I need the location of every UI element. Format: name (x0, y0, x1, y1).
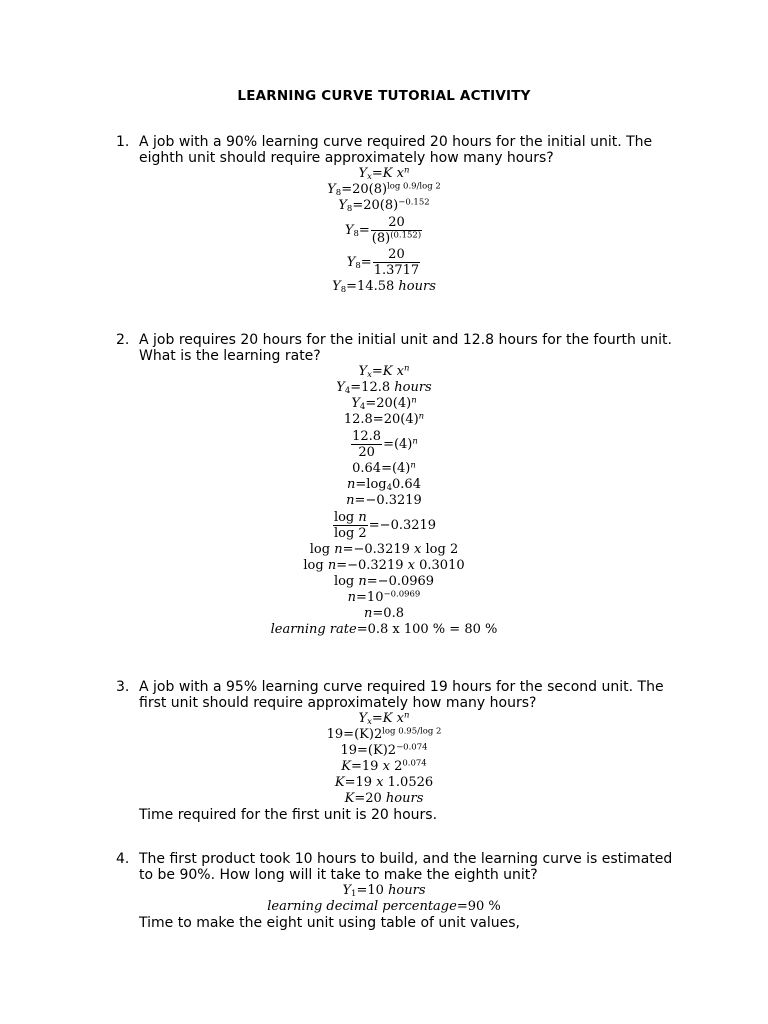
equation-line: K=20 hours (344, 791, 424, 806)
equation-line: $Y_x=K$ $x^n$ (358, 165, 410, 183)
equation-line: n=−0.3219 (346, 493, 422, 508)
equation-line: $Y_x=K$ $x^n$ (358, 710, 410, 728)
problem-question: A job with a 95% learning curve required 19 hours for the second unit. The first unit should require approximately how many hours? (139, 679, 664, 711)
problem-2 (116, 332, 676, 638)
equation-line: $Y_4=12.8$ hours (336, 380, 432, 397)
problem-1 (116, 134, 676, 295)
equation-line: $Y_x=K$ $x^n$ (358, 363, 410, 381)
equation-line: K=19 x 1.0526 (334, 775, 434, 790)
fraction: $\frac{20}{(8)^{(0.152)}}$ (371, 215, 422, 246)
equation-line: log n=−0.3219 x log 2 (309, 542, 459, 557)
equation-line: K=19 x $2^{0.074}$ (341, 758, 427, 774)
page-title: LEARNING CURVE TUTORIAL ACTIVITY (237, 88, 531, 104)
equation-line: $Y_8=$ $\frac{20}{1.3717}$ (346, 247, 420, 278)
equation-block (0, 711, 768, 807)
equation-line: log n=−0.0969 (333, 574, 435, 589)
equation-line: $Y_4=20(4)^n$ (351, 395, 417, 413)
equation-line: $Y_1=10$ hours (342, 883, 426, 900)
equation-line: $Y_8=$ $\frac{20}{(8)^{(0.152)}}$ (344, 215, 422, 246)
equation-line: $0.64=(4)^n$ (352, 460, 416, 476)
fraction: $\frac{12.8}{20}$ (352, 429, 382, 460)
equation-line: n=0.8 (364, 606, 404, 621)
equation-line: $12.8=20(4)^n$ (343, 411, 425, 427)
equation-line: $n=\log_40.64$ (347, 477, 421, 494)
equation-line: $Y_8=20(8)^{log 0.9/log 2}$ (327, 181, 441, 199)
equation-line: $Y_8=20(8)^{-0.152}$ (338, 197, 430, 215)
problem-question: A job requires 20 hours for the initial unit and 12.8 hours for the fourth unit. What is the learning rate? (139, 332, 672, 364)
problem-4 (116, 851, 676, 931)
fraction: $\frac{20}{1.3717}$ (373, 247, 420, 278)
equation-line: $19=(K)2^{-0.074}$ (340, 742, 428, 758)
equation-line: learning rate=0.8 x 100 % = 80 % (270, 622, 498, 637)
fraction: $\frac{\text{log n}}{\log 2}$ (333, 510, 367, 541)
equation-line: $n=10^{-0.0969}$ (347, 589, 421, 605)
problem-question: The first product took 10 hours to build, and the learning curve is estimated to be 90%. How long will it take to make the eighth unit? (139, 851, 673, 883)
problem-number: 1. (116, 134, 130, 150)
equation-line: $19=(K)2^{log 0.95/log 2}$ (326, 726, 442, 742)
equation-line: log n=−0.3219 x 0.3010 (303, 558, 465, 573)
problem-number: 3. (116, 679, 130, 695)
equation-line: $Y_8=14.58$ hours (332, 279, 436, 296)
problem-number: 4. (116, 851, 130, 867)
problem-note: Time to make the eight unit using table of unit values, (139, 915, 520, 931)
problem-note: Time required for the first unit is 20 hours. (139, 807, 438, 823)
equation-line: $\frac{12.8}{20}$ $=(4)^n$ (352, 429, 418, 460)
problem-question: A job with a 90% learning curve required 20 hours for the initial unit. The eighth unit should require approximately how many hours? (139, 134, 653, 166)
problem-number: 2. (116, 332, 130, 348)
equation-block (0, 883, 768, 915)
equation-line: learning decimal percentage=90 % (267, 899, 501, 914)
equation-block (0, 364, 768, 638)
equation-block (0, 166, 768, 295)
problem-3 (116, 679, 676, 823)
equation-line: $\frac{\text{log n}}{\log 2}$ =−0.3219 (333, 510, 437, 541)
